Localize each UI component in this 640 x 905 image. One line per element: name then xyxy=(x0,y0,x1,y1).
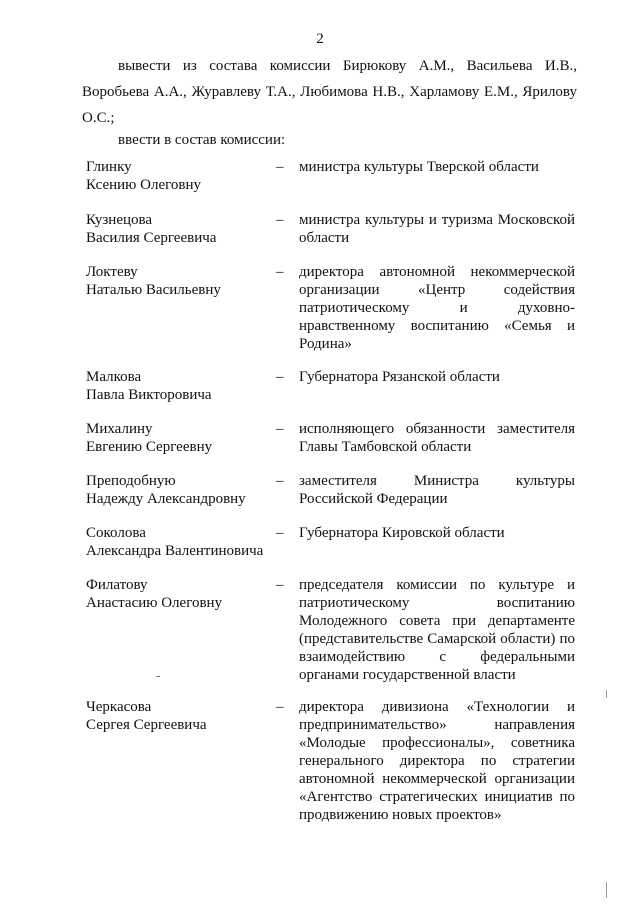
member-role: председателя комиссии по культуре и патриотическому воспитанию Молодежного совета при департаменте (представительстве Самарской области) по взаимодействию с федеральными органами государственной власти xyxy=(299,577,575,683)
member-entry xyxy=(86,368,576,404)
scan-artifact xyxy=(156,676,160,677)
dash: – xyxy=(276,159,284,175)
member-given-names: Надежду Александровну xyxy=(86,491,246,507)
member-name xyxy=(86,158,276,194)
member-role: министра культуры Тверской области xyxy=(299,159,539,175)
dash: – xyxy=(276,577,284,593)
intro-paragraph-add: ввести в состав комиссии: xyxy=(118,132,286,148)
member-surname: Черкасова xyxy=(86,699,152,715)
member-role: Губернатора Рязанской области xyxy=(299,369,500,385)
scan-artifact xyxy=(606,882,607,898)
dash: – xyxy=(276,212,284,228)
member-given-names: Евгению Сергеевну xyxy=(86,439,213,455)
member-role: директора дивизиона «Технологии и предпринимательство» направления «Молодые профессионалы», советника генерального директора по стратегии автономной некоммерческой организации «Агентство стратегических инициатив по продвижению новых проектов» xyxy=(299,699,575,823)
member-surname: Преподобную xyxy=(86,473,176,489)
member-name xyxy=(86,524,276,560)
dash: – xyxy=(276,473,284,489)
member-role: исполняющего обязанности заместителя Главы Тамбовской области xyxy=(299,421,575,455)
member-name xyxy=(86,420,276,456)
member-surname: Глинку xyxy=(86,159,132,175)
dash: – xyxy=(276,264,284,280)
member-entry xyxy=(86,698,576,824)
member-entry xyxy=(86,524,576,560)
member-entry xyxy=(86,211,576,247)
scan-artifact xyxy=(606,690,607,698)
member-surname: Локтеву xyxy=(86,264,138,280)
member-entry xyxy=(86,472,576,508)
member-given-names: Василия Сергеевича xyxy=(86,230,217,246)
member-entry xyxy=(86,420,576,456)
member-given-names: Ксению Олеговну xyxy=(86,177,202,193)
member-entry xyxy=(86,576,576,684)
member-role: Губернатора Кировской области xyxy=(299,525,505,541)
member-name xyxy=(86,368,276,404)
member-given-names: Сергея Сергеевича xyxy=(86,717,207,733)
intro-paragraph-remove: вывести из состава комиссии Бирюкову А.М., Васильева И.В., Воробьева А.А., Журавлеву Т.А., Любимова Н.В., Харламову Е.М., Ярилову О.С.; xyxy=(82,58,577,126)
dash: – xyxy=(276,699,284,715)
member-name xyxy=(86,263,276,299)
member-surname: Михалину xyxy=(86,421,153,437)
member-name xyxy=(86,211,276,247)
member-role: директора автономной некоммерческой организации «Центр содействия патриотическому и духовно-нравственному воспитанию «Семья и Родина» xyxy=(299,264,575,352)
member-surname: Кузнецова xyxy=(86,212,153,228)
member-name xyxy=(86,698,276,734)
member-name xyxy=(86,576,276,612)
member-given-names: Наталью Васильевну xyxy=(86,282,221,298)
dash: – xyxy=(276,369,284,385)
member-given-names: Александра Валентиновича xyxy=(86,543,264,559)
page-number: 2 xyxy=(316,31,324,47)
member-given-names: Павла Викторовича xyxy=(86,387,212,403)
member-surname: Соколова xyxy=(86,525,146,541)
dash: – xyxy=(276,421,284,437)
member-surname: Филатову xyxy=(86,577,148,593)
member-given-names: Анастасию Олеговну xyxy=(86,595,223,611)
member-surname: Малкова xyxy=(86,369,142,385)
member-entry xyxy=(86,158,576,194)
dash: – xyxy=(276,525,284,541)
member-entry xyxy=(86,263,576,353)
member-role: заместителя Министра культуры Российской Федерации xyxy=(299,473,575,507)
member-role: министра культуры и туризма Московской области xyxy=(299,212,575,246)
member-name xyxy=(86,472,276,508)
